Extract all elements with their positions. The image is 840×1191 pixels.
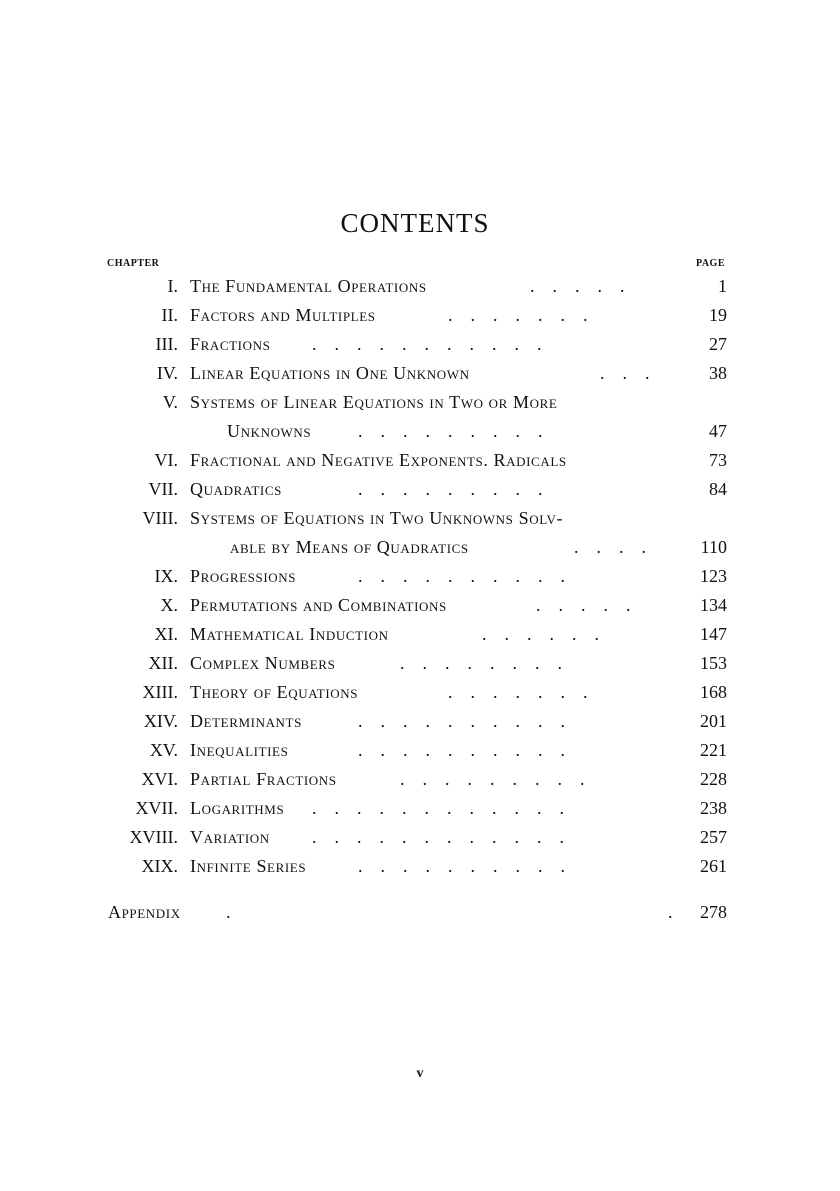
chapter-number: XIV. [143,711,178,731]
leader-dots: ..... [536,595,649,615]
toc-entry[interactable] [0,707,840,735]
chapter-number: IX. [154,566,178,586]
page-number: 168 [700,682,727,702]
chapter-title: Fractional and Negative Exponents. Radicals [190,450,567,470]
chapter-number: XVII. [135,798,178,818]
page-number: 19 [709,305,727,325]
chapter-number: IV. [156,363,178,383]
chapter-title: Infinite Series [190,856,307,876]
leader-dots: ....... [448,682,606,702]
leader-dots: . [226,902,249,922]
page-number: 238 [700,798,727,818]
chapter-title: Factors and Multiples [190,305,376,325]
chapter-title-continued: Unknowns [227,421,312,441]
chapter-title: Partial Fractions [190,769,337,789]
toc-entry[interactable] [0,388,840,416]
toc-entry[interactable] [0,504,840,532]
toc-entry[interactable] [0,591,840,619]
chapter-title: Systems of Equations in Two Unknowns Solv- [190,508,564,528]
leader-dots: ........ [400,653,580,673]
chapter-title: Linear Equations in One Unknown [190,363,470,383]
page-number: 84 [709,479,727,499]
leader-dots: .......... [358,740,583,760]
page-number: 228 [700,769,727,789]
toc-entry[interactable] [0,678,840,706]
chapter-number: VI. [154,450,178,470]
toc-entry-continued[interactable] [0,417,840,445]
page-number: 153 [700,653,727,673]
chapter-number: XII. [148,653,178,673]
page-title: CONTENTS [340,208,490,238]
leader-dots: ........... [312,334,560,354]
page-number: 134 [700,595,727,615]
page-number: 261 [700,856,727,876]
chapter-title: Logarithms [190,798,285,818]
toc-entry[interactable] [0,620,840,648]
folio-page-number: v [416,1066,424,1081]
leader-dots: .......... [358,711,583,731]
toc-entry[interactable] [0,562,840,590]
chapter-number: I. [167,276,178,296]
page-number: 110 [700,537,727,557]
chapter-number: VII. [148,479,178,499]
page-number: 73 [709,450,727,470]
leader-dots: .......... [358,856,583,876]
chapter-title: Mathematical Induction [190,624,389,644]
page-number: 278 [700,902,727,922]
chapter-number: XIX. [141,856,178,876]
page-number: 1 [718,276,727,296]
appendix-title: Appendix [108,902,181,922]
chapter-title: Quadratics [190,479,282,499]
page-number: 147 [700,624,727,644]
toc-entry[interactable] [0,446,840,474]
toc-entry[interactable] [0,736,840,764]
page-number: 221 [700,740,727,760]
leader-dots: ......... [358,421,561,441]
chapter-column-header: CHAPTER [107,258,160,269]
chapter-title: Determinants [190,711,302,731]
toc-entry[interactable] [0,301,840,329]
chapter-number: V. [162,392,178,412]
chapter-number: II. [161,305,178,325]
page-column-header: PAGE [695,258,725,269]
leader-dots: ......... [400,769,603,789]
toc-entry[interactable] [0,649,840,677]
toc-entry[interactable] [0,359,840,387]
chapter-title: Inequalities [190,740,289,760]
leader-dots: ............ [312,798,582,818]
page-number: 38 [709,363,727,383]
chapter-number: X. [160,595,178,615]
chapter-number: XI. [154,624,178,644]
leader-dots: .... [574,537,664,557]
page-number: 47 [709,421,727,441]
chapter-title: Variation [190,827,270,847]
page-number: 257 [700,827,727,847]
chapter-title-continued: able by Means of Quadratics [230,537,469,557]
toc-entry[interactable] [0,272,840,300]
toc-entry[interactable] [0,330,840,358]
leader-dots: ....... [448,305,606,325]
leader-dots: ..... [530,276,643,296]
page-number: 123 [700,566,727,586]
page-number: 201 [700,711,727,731]
chapter-number: III. [155,334,178,354]
chapter-number: XVIII. [129,827,178,847]
chapter-title: Fractions [190,334,271,354]
leader-dots: ............ [312,827,582,847]
toc-appendix[interactable] [0,898,840,926]
chapter-number: VIII. [142,508,178,528]
toc-entry[interactable] [0,823,840,851]
chapter-title: Systems of Linear Equations in Two or More [190,392,558,412]
toc-entry[interactable] [0,794,840,822]
leader-dots: ...... [482,624,617,644]
leader-dots: ......... [358,479,561,499]
chapter-number: XIII. [142,682,178,702]
chapter-title: Progressions [190,566,297,586]
toc-entry[interactable] [0,852,840,880]
toc-entry[interactable] [0,475,840,503]
chapter-number: XV. [149,740,178,760]
chapter-number: XVI. [141,769,178,789]
leader-dots: . [668,902,691,922]
toc-entry-continued[interactable] [0,533,840,561]
leader-dots: ... [600,363,668,383]
toc-entry[interactable] [0,765,840,793]
leader-dots: .......... [358,566,583,586]
page-number: 27 [709,334,727,354]
chapter-title: Theory of Equations [190,682,359,702]
chapter-title: Complex Numbers [190,653,336,673]
chapter-title: Permutations and Combinations [190,595,447,615]
chapter-title: The Fundamental Operations [190,276,427,296]
